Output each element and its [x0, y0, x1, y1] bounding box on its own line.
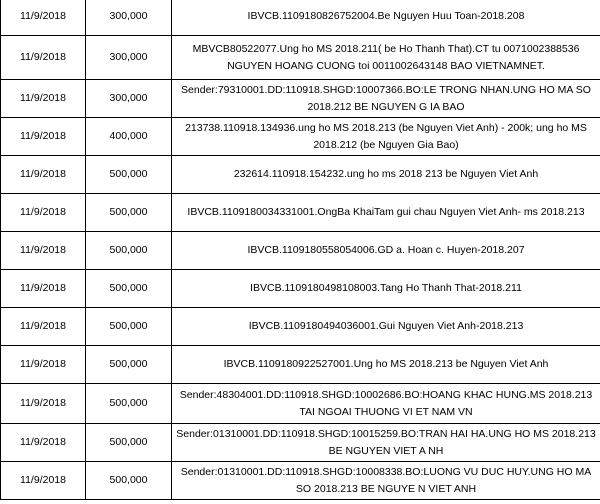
table-row	[1, 118, 600, 156]
table-row	[1, 424, 600, 462]
amount-cell: 500,000	[86, 424, 172, 462]
description-cell: Sender:48304001.DD:110918.SHGD:10002686.BO:HOANG KHAC HUNG.MS 2018.213 TAI NGOAI THUONG VI ET NAM VN	[172, 384, 600, 424]
description-cell: IBVCB.1109180922527001.Ung ho MS 2018.213 be Nguyen Viet Anh	[172, 346, 600, 384]
table-row	[1, 462, 600, 500]
table-row	[1, 0, 600, 36]
description-cell: IBVCB.1109180034331001.OngBa KhaiTam gui chau Nguyen Viet Anh- ms 2018.213	[172, 194, 600, 232]
table-row	[1, 80, 600, 118]
table-row	[1, 346, 600, 384]
date-cell: 11/9/2018	[1, 462, 86, 500]
table-row	[1, 36, 600, 80]
description-cell: MBVCB80522077.Ung ho MS 2018.211( be Ho Thanh That).CT tu 0071002388536 NGUYEN HOANG CUONG toi 0011002643148 BAO VIETNAMNET.	[172, 36, 600, 80]
amount-cell: 300,000	[86, 36, 172, 80]
description-cell: Sender:01310001.DD:110918.SHGD:10015259.BO:TRAN HAI HA.UNG HO MS 2018.213 BE NGUYEN VIET A NH	[172, 424, 600, 462]
description-cell: 232614.110918.154232.ung ho ms 2018 213 be Nguyen Viet Anh	[172, 156, 600, 194]
date-cell: 11/9/2018	[1, 0, 86, 36]
date-cell: 11/9/2018	[1, 36, 86, 80]
table-row	[1, 194, 600, 232]
table-row	[1, 270, 600, 308]
table-row	[1, 384, 600, 424]
date-cell: 11/9/2018	[1, 232, 86, 270]
table-row	[1, 232, 600, 270]
date-cell: 11/9/2018	[1, 118, 86, 156]
date-cell: 11/9/2018	[1, 308, 86, 346]
description-cell: IBVCB.1109180494036001.Gui Nguyen Viet Anh-2018.213	[172, 308, 600, 346]
date-cell: 11/9/2018	[1, 156, 86, 194]
amount-cell: 500,000	[86, 308, 172, 346]
amount-cell: 400,000	[86, 118, 172, 156]
description-cell: Sender:01310001.DD:110918.SHGD:10008338.BO:LUONG VU DUC HUY.UNG HO MA SO 2018.213 BE NGUYE N VIET ANH	[172, 462, 600, 500]
description-cell: IBVCB.1109180498108003.Tang Ho Thanh That-2018.211	[172, 270, 600, 308]
amount-cell: 300,000	[86, 80, 172, 118]
table-row	[1, 308, 600, 346]
amount-cell: 500,000	[86, 194, 172, 232]
date-cell: 11/9/2018	[1, 270, 86, 308]
amount-cell: 500,000	[86, 232, 172, 270]
amount-cell: 500,000	[86, 384, 172, 424]
amount-cell: 500,000	[86, 156, 172, 194]
description-cell: 213738.110918.134936.ung ho MS 2018.213 (be Nguyen Viet Anh) - 200k; ung ho MS 2018.212 (be Nguyen Gia Bao)	[172, 118, 600, 156]
date-cell: 11/9/2018	[1, 384, 86, 424]
table-row	[1, 156, 600, 194]
amount-cell: 500,000	[86, 346, 172, 384]
amount-cell: 300,000	[86, 0, 172, 36]
date-cell: 11/9/2018	[1, 346, 86, 384]
description-cell: Sender:79310001.DD:110918.SHGD:10007366.BO:LE TRONG NHAN.UNG HO MA SO 2018.212 BE NGUYEN G IA BAO	[172, 80, 600, 118]
date-cell: 11/9/2018	[1, 194, 86, 232]
description-cell: IBVCB.1109180826752004.Be Nguyen Huu Toan-2018.208	[172, 0, 600, 36]
date-cell: 11/9/2018	[1, 424, 86, 462]
description-cell: IBVCB.1109180558054006.GD a. Hoan c. Huyen-2018.207	[172, 232, 600, 270]
amount-cell: 500,000	[86, 462, 172, 500]
amount-cell: 500,000	[86, 270, 172, 308]
date-cell: 11/9/2018	[1, 80, 86, 118]
